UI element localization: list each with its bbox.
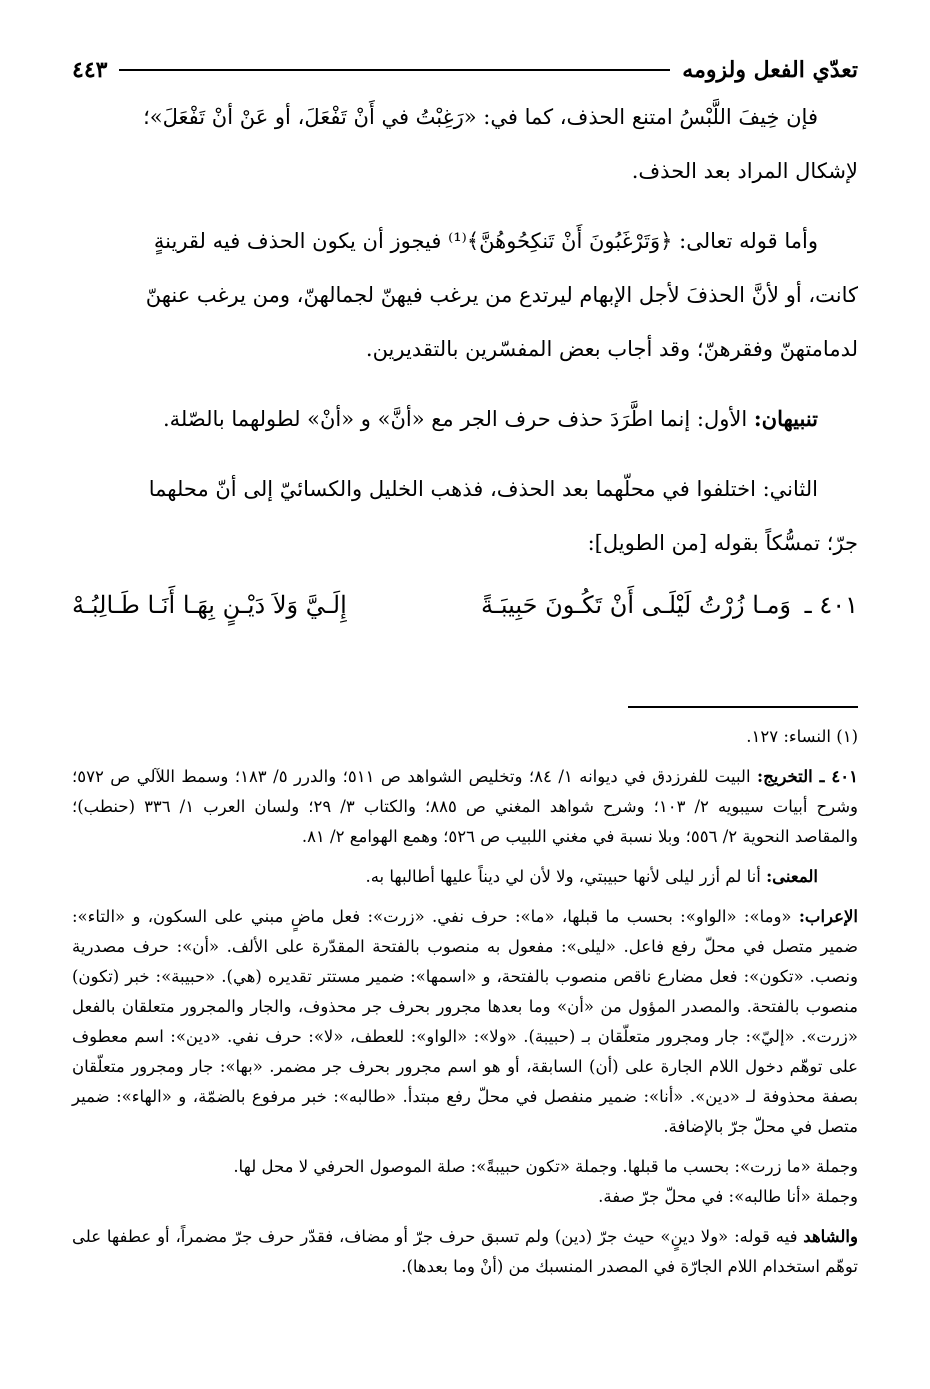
- meaning-paragraph: [72, 862, 858, 892]
- jumla-line-1: وجملة «ما زرت»: بحسب ما قبلها. وجملة «تكون حبيبةً»: صلة الموصول الحرفي لا محل لها.: [233, 1157, 858, 1176]
- meaning-label: المعنى:: [766, 867, 818, 886]
- irab-paragraph: [72, 902, 858, 1142]
- verse-second-hemistich: إِلَـيَّ وَلاَ دَيْـنٍ بِهَـا أَنَـا طَـالِبُـهْ: [72, 591, 347, 619]
- header-rule: [119, 69, 670, 71]
- note-first-text: الأول: إنما اطَّرَدَ حذف حرف الجر مع «أنَّ» و «أنْ» لطولهما بالصّلة.: [162, 407, 748, 431]
- paragraph-2-line-2: كانت، أو لأنَّ الحذفَ لأجل الإبهام ليرتدع من يرغب فيهنّ لجمالهنّ، ومن يرغب عنهنّ: [145, 283, 858, 307]
- shahid-paragraph: [72, 1222, 858, 1282]
- paragraph-2-line-3: لدمامتهنّ وفقرهنّ؛ وقد أجاب بعض المفسّرين بالتقديرين.: [365, 337, 858, 361]
- paragraph-1-line-1: فإن خِيفَ اللَّبْسُ امتنع الحذف، كما في: «رَغِبْتُ في أَنْ تَفْعَلَ، أو عَنْ أنْ تَفْعَلَ»؛: [143, 105, 818, 129]
- poetry-verse: [72, 574, 858, 636]
- jumla-line-2: وجملة «أنا طالبه»: في محلّ جرّ صفة.: [598, 1187, 858, 1206]
- page-number: ٤٤٣: [72, 57, 108, 83]
- footnote-1: (١) النساء: ١٢٧.: [746, 727, 858, 746]
- takhrij-paragraph: [72, 762, 858, 852]
- note-second-line-2: جرّ؛ تمسُّكاً بقوله [من الطويل]:: [587, 531, 858, 555]
- note-second-line-1: الثاني: اختلفوا في محلّهما بعد الحذف، فذهب الخليل والكسائيّ إلى أنّ محلهما: [148, 477, 818, 501]
- takhrij-text: البيت للفرزدق في ديوانه ١/ ٨٤؛ وتخليص الشواهد ص ٥١١؛ والدرر ٥/ ١٨٣؛ وسمط اللآلي ص ٥٧٢؛ وشرح أبيات سيبويه ٢/ ١٠٣؛ وشرح شواهد المغني ص ٨٨٥؛ والكتاب ٣/ ٢٩؛ ولسان العرب ١/ ٣٣٦ (حنطب)؛ والمقاصد النحوية ٢/ ٥٥٦؛ وبلا نسبة في مغني اللبيب ص ٥٢٦؛ وهمع الهوامع ٢/ ٨١.: [72, 767, 859, 846]
- irab-text: «وما»: «الواو»: بحسب ما قبلها، «ما»: حرف نفي. «زرت»: فعل ماضٍ مبني على السكون، و «التاء»: ضمير متصل في محلّ رفع فاعل. «ليلى»: مفعول به منصوب بالفتحة المقدّرة على الألف. «أن»: حرف مصدرية ونصب. «تكون»: فعل مضارع ناقص منصوب بالفتحة، و «اسمها»: ضمير مستتر تقديره (هي). «حبيبة»: خبر (تكون) منصوب بالفتحة. والمصدر المؤول من «أن» وما بعدها مجرور بحرف جر محذوف، والجار والمجرور متعلقان بالفعل «زرت». «إليّ»: جار ومجرور متعلّقان بـ (حبيبة). «ولا»: «الواو»: للعطف، «لا»: حرف نفي. «دين»: اسم معطوف على توهّم دخول اللام الجارة على (أن) السابقة، أو هو اسم مجرور بحرف جر مضمر. «بها»: جار ومجرور متعلّقان بصفة محذوفة لـ «دين». «أنا»: ضمير منفصل في محلّ رفع مبتدأ. «طالبه»: خبر مرفوع بالضمّة، و «الهاء»: ضمير متصل في محلّ جرّ بالإضافة.: [72, 907, 858, 1136]
- chapter-title: تعدّي الفعل ولزومه: [682, 57, 858, 83]
- shahid-label: والشاهد: [803, 1227, 858, 1246]
- running-header: [72, 50, 858, 90]
- takhrij-label: ٤٠١ ـ التخريج:: [757, 767, 859, 786]
- irab-label: الإعراب:: [798, 907, 858, 926]
- meaning-text: أنا لم أزر ليلى لأنها حبيبتي، ولا لأن لي ديناً عليها أطالبها به.: [365, 867, 761, 886]
- verse-number: ٤٠١ ـ: [804, 591, 858, 619]
- verse-first-hemistich: [481, 574, 858, 636]
- paragraph-1-line-2: لإشكال المراد بعد الحذف.: [631, 159, 858, 183]
- note-first: [72, 392, 858, 446]
- paragraph-2-line-1: وأما قوله تعالى: ﴿وَتَرْغَبُونَ أَنْ تَنكِحُوهُنَّ﴾⁽¹⁾ فيجوز أن يكون الحذف فيه لقرينةٍ: [153, 229, 818, 253]
- shahid-text: فيه قوله: «ولا دينٍ» حيث جرّ (دين) ولم تسبق حرف جرّ أو مضاف، فقدّر حرف جرّ مضمراً، أو عطفها على توهّم استخدام اللام الجارّة في المصدر المنسبك من (أنْ وما بعدها).: [72, 1227, 858, 1276]
- note-label: تنبيهان:: [753, 406, 818, 431]
- footnote-separator: [628, 706, 858, 708]
- main-text: [72, 90, 858, 636]
- verse-first-hemistich-text: وَمـا زُرْتُ لَيْلَـى أَنْ تَكُـونَ حَبِيبَـةً: [481, 591, 792, 619]
- footnotes: [72, 722, 858, 1282]
